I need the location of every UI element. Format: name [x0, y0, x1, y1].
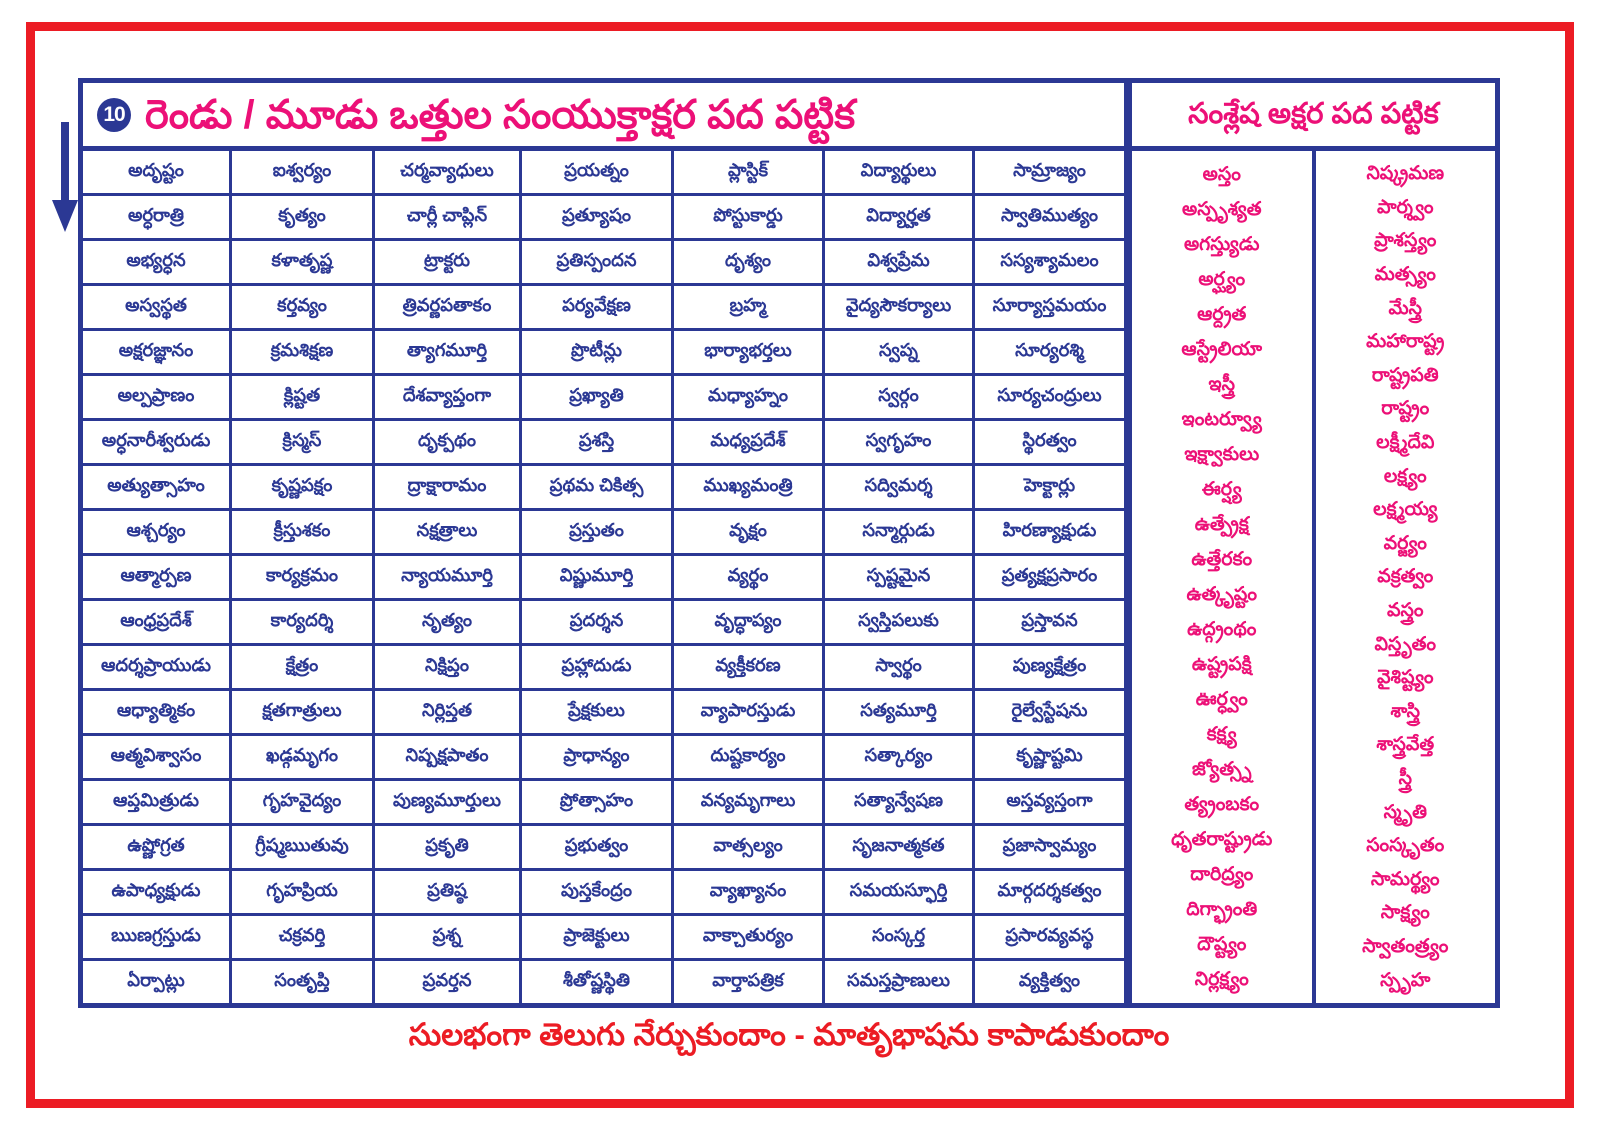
word-cell: క్లిష్టత: [232, 376, 375, 418]
word-cell: క్రీస్తుశకం: [232, 511, 375, 553]
word-cell: ప్రదర్శన: [522, 601, 674, 643]
word-cell: ద్రాక్షారామం: [375, 466, 522, 508]
word-cell: వృద్ధాప్యం: [674, 601, 825, 643]
list-item: స్మృతి: [1383, 801, 1427, 823]
word-cell: సమయస్ఫూర్తి: [825, 871, 975, 913]
word-cell: ప్రత్యక్షప్రసారం: [1001, 564, 1098, 585]
word-cell: గ్రీష్మఋతువు: [232, 826, 375, 868]
list-item: నిర్లక్ష్యం: [1194, 969, 1249, 990]
word-cell: దృశ్యం: [674, 241, 825, 283]
list-item: ప్రాశస్త్యం: [1374, 230, 1437, 252]
word-cell: సూర్యాస్తమయం: [992, 294, 1107, 315]
word-cell: ప్రస్తావన: [1021, 609, 1078, 630]
table-row: [83, 826, 1124, 871]
word-cell: ఉష్ణోగ్రత: [83, 826, 232, 868]
table-row: [83, 511, 1124, 556]
word-cell: నృత్యం: [375, 601, 522, 643]
word-cell: ప్లాస్టిక్: [674, 151, 825, 193]
word-cell: స్పష్టమైన: [825, 556, 975, 598]
list-item: త్య్రంబకం: [1184, 794, 1260, 815]
word-cell: సంతృప్తి: [232, 961, 375, 1003]
word-cell: స్వగృహం: [825, 421, 975, 463]
word-cell: ట్రాక్టరు: [375, 241, 522, 283]
word-cell: పుణ్యక్షేత్రం: [1012, 654, 1087, 675]
word-cell: ఏర్పాట్లు: [83, 961, 232, 1003]
table-row: [83, 331, 1124, 376]
word-cell: గృహప్రియ: [232, 871, 375, 913]
word-cell: నక్షత్రాలు: [375, 511, 522, 553]
word-cell: క్షతగాత్రులు: [232, 691, 375, 733]
list-item: అస్తం: [1202, 164, 1241, 185]
table-row: [83, 286, 1124, 331]
table-row: [83, 421, 1124, 466]
word-cell: వ్యక్తిత్వం: [1018, 969, 1081, 990]
word-cell: సృజనాత్మకత: [825, 826, 975, 868]
list-item: లక్ష్మయ్య: [1373, 499, 1438, 521]
list-item: ఆర్ద్రత: [1197, 304, 1247, 325]
word-cell: చర్మవ్యాధులు: [375, 151, 522, 193]
list-item: వస్త్రం: [1387, 600, 1424, 622]
side-panel-title: సంశ్లేష అక్షర పద పట్టిక: [1188, 98, 1439, 130]
word-cell: ఆత్మార్పణ: [83, 556, 232, 598]
list-item: ఊర్ధ్వం: [1195, 689, 1248, 710]
word-cell: వ్యక్తీకరణ: [674, 646, 825, 688]
word-cell: విద్యార్థులు: [825, 151, 975, 193]
word-cell: ఆప్తమిత్రుడు: [83, 781, 232, 823]
word-cell: అస్వస్థత: [83, 286, 232, 328]
word-cell: ఐశ్వర్యం: [232, 151, 375, 193]
side-title-section: [1129, 83, 1495, 146]
word-cell: హిరణ్యాక్షుడు: [1002, 519, 1097, 540]
word-cell: అస్తవ్యస్తంగా: [1006, 789, 1093, 810]
word-cell: మధ్యప్రదేశ్: [674, 421, 825, 463]
word-cell: నిష్పక్షపాతం: [375, 736, 522, 778]
word-cell: దుష్టకార్యం: [674, 736, 825, 778]
table-row: [83, 691, 1124, 736]
word-cell: న్యాయమూర్తి: [375, 556, 522, 598]
word-cell: ప్రేక్షకులు: [522, 691, 674, 733]
list-item: లక్ష్యం: [1383, 465, 1427, 487]
word-cell: విశ్వప్రేమ: [825, 241, 975, 283]
word-cell: బ్రహ్మ: [674, 286, 825, 328]
main-title-section: [83, 83, 1129, 146]
title-bar: [83, 83, 1495, 151]
word-cell: దృక్పథం: [375, 421, 522, 463]
page-number-badge: 10: [97, 98, 131, 132]
word-cell: ఖడ్గమృగం: [232, 736, 375, 778]
body-area: [83, 151, 1495, 1003]
word-cell: ప్రజాస్వామ్యం: [1002, 834, 1097, 855]
word-cell: ప్రాజెక్టులు: [522, 916, 674, 958]
word-cell: పోస్టుకార్డు: [674, 196, 825, 238]
list-item: రాష్ట్రం: [1381, 398, 1430, 420]
table-row: [83, 601, 1124, 646]
word-cell: హెక్టార్లు: [1023, 474, 1076, 495]
list-item: వైశిష్ట్యం: [1376, 667, 1434, 689]
word-cell: చార్లీ చాప్లిన్: [375, 196, 522, 238]
word-cell: ఆదర్శప్రాయుడు: [83, 646, 232, 688]
word-cell: ప్రహ్లాదుడు: [522, 646, 674, 688]
word-cell: సంస్కర్త: [825, 916, 975, 958]
word-cell: మధ్యాహ్నం: [674, 376, 825, 418]
word-cell: అత్యుత్సాహం: [83, 466, 232, 508]
word-cell: వన్యమృగాలు: [674, 781, 825, 823]
word-cell: కృత్యం: [232, 196, 375, 238]
word-cell: ప్రభుత్వం: [522, 826, 674, 868]
word-cell: ఆశ్చర్యం: [83, 511, 232, 553]
word-cell: ప్రతిష్ఠ: [375, 871, 522, 913]
word-cell: అక్షరజ్ఞానం: [83, 331, 232, 373]
word-cell: ప్రశ్న: [375, 916, 522, 958]
word-cell: ప్రకృతి: [375, 826, 522, 868]
word-cell: ప్రసారవ్యవస్థ: [1005, 924, 1094, 945]
word-cell: పుణ్యమూర్తులు: [375, 781, 522, 823]
list-item: జ్యోత్స్న: [1192, 759, 1252, 780]
list-item: మేస్త్రీ: [1388, 297, 1422, 319]
word-cell: స్వస్తిపలుకు: [825, 601, 975, 643]
word-cell: ఆధ్యాత్మికం: [83, 691, 232, 733]
word-cell: పర్యవేక్షణ: [522, 286, 674, 328]
word-cell: ఋణగ్రస్తుడు: [83, 916, 232, 958]
list-item: కక్ష్య: [1206, 724, 1237, 745]
word-cell: సామ్రాజ్యం: [1013, 159, 1086, 180]
word-cell: ప్రథమ చికిత్స: [522, 466, 674, 508]
word-cell: భార్యాభర్తలు: [674, 331, 825, 373]
word-cell: అదృష్టం: [83, 151, 232, 193]
table-row: [83, 466, 1124, 511]
list-item: మహారాష్ట్ర: [1366, 331, 1445, 353]
table-row: [83, 781, 1124, 826]
list-item: ఉద్గ్రంథం: [1187, 619, 1257, 640]
chart-sheet: [78, 78, 1500, 1008]
word-cell: వాక్చాతుర్యం: [674, 916, 825, 958]
list-item: మత్స్యం: [1374, 264, 1436, 286]
word-cell: సూర్యరశ్మి: [1015, 339, 1084, 360]
word-cell: విష్ణుమూర్తి: [522, 556, 674, 598]
list-item: నిష్క్రమణ: [1366, 163, 1445, 185]
footer-slogan: సులభంగా తెలుగు నేర్చుకుందాం - మాతృభాషను కాపాడుకుందాం: [408, 1016, 1170, 1052]
word-cell: ప్రాధాన్యం: [522, 736, 674, 778]
table-row: [83, 376, 1124, 421]
word-cell: పుస్తకేంద్రం: [522, 871, 674, 913]
list-item: వర్జ్యం: [1383, 532, 1427, 554]
word-cell: సూర్యచంద్రులు: [997, 384, 1102, 405]
word-cell: త్యాగమూర్తి: [375, 331, 522, 373]
word-cell: వాత్సల్యం: [674, 826, 825, 868]
word-cell: కళాతృష్ణ: [232, 241, 375, 283]
table-row: [83, 961, 1124, 1003]
word-cell: కృష్ణాష్టమి: [1016, 744, 1083, 765]
down-arrow-icon: [52, 122, 78, 232]
word-cell: నిక్షిప్తం: [375, 646, 522, 688]
list-item: స్త్రీ: [1398, 767, 1412, 789]
word-cell: దేశవ్యాప్తంగా: [375, 376, 522, 418]
word-cell: ప్రతిస్పందన: [522, 241, 674, 283]
table-row: [83, 916, 1124, 961]
list-item: వక్రత్వం: [1377, 566, 1434, 588]
word-cell: కృష్ణపక్షం: [232, 466, 375, 508]
word-cell: గృహవైద్యం: [232, 781, 375, 823]
word-cell: ప్రవర్తన: [375, 961, 522, 1003]
table-row: [83, 871, 1124, 916]
word-cell: ప్రస్తుతం: [522, 511, 674, 553]
word-cell: స్వార్థం: [825, 646, 975, 688]
word-cell: నిర్లిప్తత: [375, 691, 522, 733]
word-cell: క్షేత్రం: [232, 646, 375, 688]
list-item: దారిద్ర్యం: [1190, 864, 1254, 885]
list-item: స్వాతంత్ర్యం: [1362, 935, 1449, 957]
list-item: లక్ష్మీదేవి: [1376, 432, 1435, 454]
word-cell: రైల్వేస్టేషను: [1011, 699, 1088, 720]
footer: [78, 1012, 1500, 1064]
list-item: సాక్ష్యం: [1380, 902, 1430, 924]
list-item: దిగ్భ్రాంతి: [1186, 899, 1258, 920]
list-item: సంస్కృతం: [1366, 835, 1445, 857]
word-cell: ప్రోత్సాహం: [522, 781, 674, 823]
word-cell: స్వప్న: [825, 331, 975, 373]
word-grid-panel: [83, 151, 1129, 1003]
list-item: పార్శ్వం: [1376, 196, 1434, 218]
list-item: ఉష్ట్రపక్షి: [1191, 654, 1252, 675]
list-item: ఉత్తేరకం: [1191, 549, 1253, 570]
samslesha-lists-panel: [1129, 151, 1495, 1003]
word-cell: శీతోష్ణస్థితి: [522, 961, 674, 1003]
list-item: ధృతరాష్ట్రుడు: [1171, 829, 1273, 850]
word-cell: స్థిరత్వం: [1022, 429, 1077, 450]
word-cell: ప్రయత్నం: [522, 151, 674, 193]
word-cell: సన్మార్గుడు: [825, 511, 975, 553]
word-cell: వ్యర్థం: [674, 556, 825, 598]
word-cell: ఉపాధ్యక్షుడు: [83, 871, 232, 913]
list-item: విస్తృతం: [1374, 633, 1437, 655]
word-cell: స్వాతిముత్యం: [1000, 204, 1099, 225]
list-item: ఆస్ట్రేలియా: [1181, 339, 1263, 360]
word-cell: ప్రఖ్యాతి: [522, 376, 674, 418]
word-cell: సమస్తప్రాణులు: [825, 961, 975, 1003]
list-item: ఇక్ష్వాకులు: [1184, 444, 1260, 465]
word-cell: ఆత్మవిశ్వాసం: [83, 736, 232, 778]
word-cell: కర్తవ్యం: [232, 286, 375, 328]
word-cell: సత్కార్యం: [825, 736, 975, 778]
word-cell: వ్యాఖ్యానం: [674, 871, 825, 913]
word-cell: సస్యశ్యామలం: [1000, 249, 1099, 270]
samslesha-list-column-1: [1132, 151, 1316, 1003]
table-row: [83, 196, 1124, 241]
word-cell: స్వర్గం: [825, 376, 975, 418]
list-item: అస్పృశ్యత: [1182, 199, 1262, 220]
list-item: దౌష్ట్యం: [1197, 934, 1247, 955]
word-cell: ప్రత్యూషం: [522, 196, 674, 238]
word-cell: క్రిస్మస్: [232, 421, 375, 463]
list-item: ఈర్ష్య: [1201, 479, 1242, 500]
word-cell: అభ్యర్ధన: [83, 241, 232, 283]
list-item: శాస్త్రి: [1390, 700, 1420, 722]
word-cell: వార్తాపత్రిక: [674, 961, 825, 1003]
word-cell: క్రమశిక్షణ: [232, 331, 375, 373]
page-title: రెండు / మూడు ఒత్తుల సంయుక్తాక్షర పద పట్టిక: [145, 92, 856, 137]
list-item: అగస్త్యుడు: [1183, 234, 1260, 255]
word-cell: మార్గదర్శకత్వం: [997, 879, 1102, 900]
word-cell: సత్యమూర్తి: [825, 691, 975, 733]
word-cell: అర్ధనారీశ్వరుడు: [83, 421, 232, 463]
word-cell: ప్రశస్తి: [522, 421, 674, 463]
list-item: రాష్ట్రపతి: [1371, 364, 1439, 386]
word-cell: సద్విమర్శ: [825, 466, 975, 508]
table-row: [83, 736, 1124, 781]
word-cell: ఆంధ్రప్రదేశ్: [83, 601, 232, 643]
word-cell: ప్రొటీన్లు: [522, 331, 674, 373]
word-cell: అర్ధరాత్రి: [83, 196, 232, 238]
list-item: ఉత్కృష్టం: [1186, 584, 1257, 605]
word-cell: వ్యాపారస్తుడు: [674, 691, 825, 733]
list-item: శాస్త్రవేత్త: [1376, 734, 1435, 756]
word-cell: వైద్యసౌకర్యాలు: [825, 286, 975, 328]
table-row: [83, 646, 1124, 691]
list-item: సామర్థ్యం: [1370, 868, 1440, 890]
list-item: అర్ఘ్యం: [1198, 269, 1246, 290]
word-cell: వృక్షం: [674, 511, 825, 553]
list-item: ఉత్ప్రేక్ష: [1194, 514, 1249, 535]
table-row: [83, 241, 1124, 286]
word-cell: అల్పప్రాణం: [83, 376, 232, 418]
word-cell: చక్రవర్తి: [232, 916, 375, 958]
table-row: [83, 151, 1124, 196]
word-cell: కార్యక్రమం: [232, 556, 375, 598]
word-cell: విద్యార్హత: [825, 196, 975, 238]
word-cell: సత్యాన్వేషణ: [825, 781, 975, 823]
word-cell: కార్యదర్శి: [232, 601, 375, 643]
list-item: ఇస్త్రీ: [1208, 374, 1235, 395]
samslesha-list-column-2: [1316, 151, 1496, 1003]
word-cell: ముఖ్యమంత్రి: [674, 466, 825, 508]
list-item: స్పృహ: [1380, 969, 1431, 991]
word-grid: [83, 151, 1124, 1003]
word-cell: త్రివర్ణపతాకం: [375, 286, 522, 328]
table-row: [83, 556, 1124, 601]
list-item: ఇంటర్వ్యూ: [1181, 409, 1262, 430]
